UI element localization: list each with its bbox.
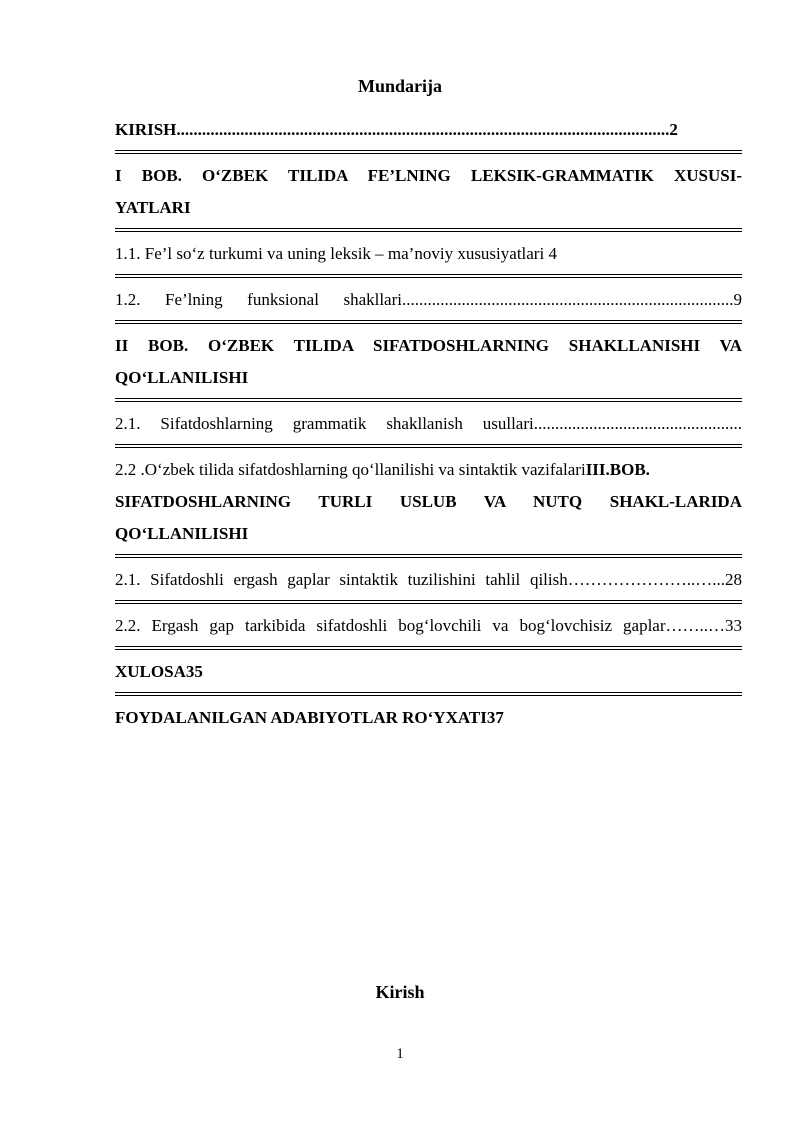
double-rule bbox=[115, 150, 742, 154]
toc-entry-section-3-1[interactable]: 2.1. Sifatdoshli ergash gaplar sintaktik tuzilishini tahlil qilish…………………..…...28 bbox=[115, 570, 742, 589]
chapter-3-label: III.BOB. bbox=[585, 460, 650, 479]
toc-entry-section-2-1[interactable]: 2.1. Sifatdoshlarning grammatik shakllanish usullari................................................. bbox=[115, 414, 742, 433]
toc-entry-section-1-1[interactable]: 1.1. Fe’l so‘z turkumi va uning leksik – ma’noviy xususiyatlari 4 bbox=[115, 244, 557, 263]
double-rule bbox=[115, 444, 742, 448]
toc-entry-xulosa[interactable]: XULOSA35 bbox=[115, 662, 203, 681]
chapter-3-line-1: SIFATDOSHLARNING TURLI USLUB VA NUTQ SHAKL-LARIDA bbox=[115, 492, 742, 511]
table-of-contents bbox=[115, 114, 742, 738]
double-rule bbox=[115, 398, 742, 402]
toc-title: Mundarija bbox=[357, 76, 442, 96]
double-rule bbox=[115, 320, 742, 324]
chapter-1-line-1: I BOB. O‘ZBEK TILIDA FE’LNING LEKSIK-GRAMMATIK XUSUSI- bbox=[115, 166, 742, 185]
section-heading-kirish: Kirish bbox=[375, 982, 425, 1002]
section-2-2-text: 2.2 .O‘zbek tilida sifatdoshlarning qo‘llanilishi va sintaktik vazifalari bbox=[115, 460, 586, 479]
chapter-3-line-2: QO‘LLANILISHI bbox=[115, 524, 249, 543]
double-rule bbox=[115, 600, 742, 604]
toc-entry-section-1-2[interactable]: 1.2. Fe’lning funksional shakllari..............................................................................9 bbox=[115, 290, 742, 309]
double-rule bbox=[115, 228, 742, 232]
double-rule bbox=[115, 692, 742, 696]
toc-entry-kirish[interactable]: KIRISH....................................................................................................................2 bbox=[115, 120, 678, 139]
double-rule bbox=[115, 554, 742, 558]
toc-entry-section-3-2[interactable]: 2.2. Ergash gap tarkibida sifatdoshli bog‘lovchili va bog‘lovchisiz gaplar……..…33 bbox=[115, 616, 742, 635]
chapter-2-line-2: QO‘LLANILISHI bbox=[115, 368, 249, 387]
toc-entry-chapter-1[interactable] bbox=[115, 160, 742, 228]
section-2-2-line bbox=[115, 454, 742, 486]
toc-entry-chapter-2[interactable] bbox=[115, 330, 742, 398]
double-rule bbox=[115, 646, 742, 650]
chapter-2-line-1: II BOB. O‘ZBEK TILIDA SIFATDOSHLARNING SHAKLLANISHI VA bbox=[115, 336, 742, 355]
chapter-1-line-2: YATLARI bbox=[115, 198, 191, 217]
double-rule bbox=[115, 274, 742, 278]
toc-entry-adabiyotlar[interactable]: FOYDALANILGAN ADABIYOTLAR RO‘YXATI37 bbox=[115, 708, 504, 727]
page-number: 1 bbox=[396, 1046, 404, 1062]
toc-entry-section-2-2[interactable] bbox=[115, 454, 742, 554]
